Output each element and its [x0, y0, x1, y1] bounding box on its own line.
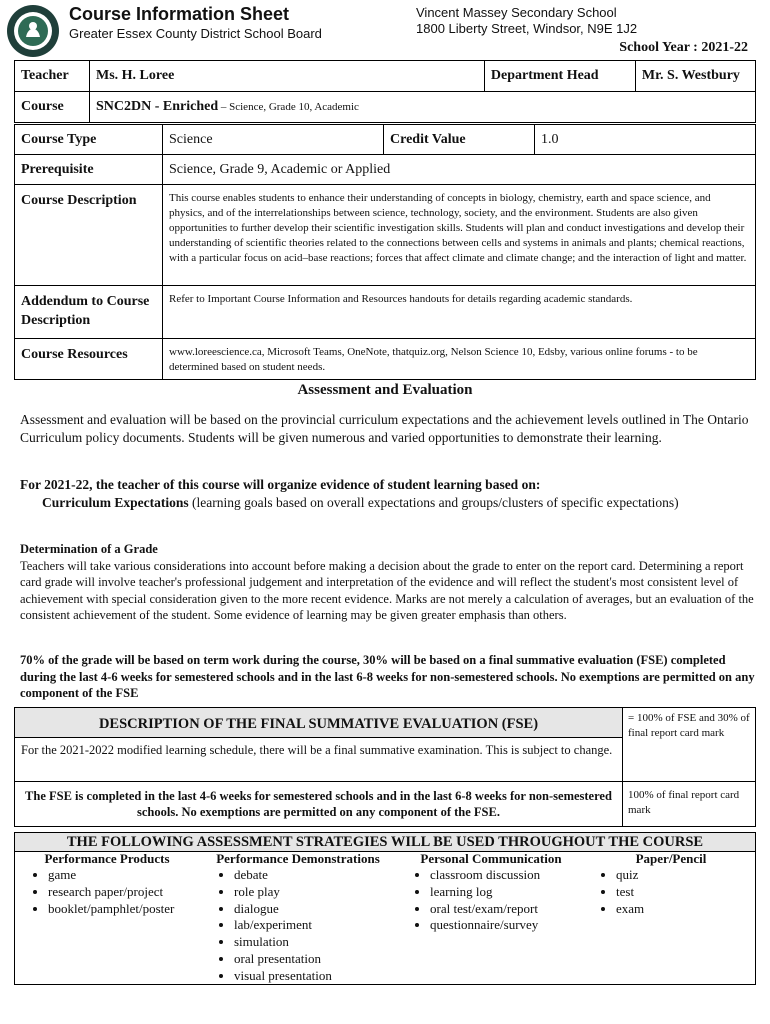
credit-value: 1.0: [535, 125, 756, 155]
column-title: Performance Products: [44, 851, 170, 866]
list-item: • debate: [234, 867, 396, 884]
school-info: [416, 5, 637, 37]
column-title: Paper/Pencil: [635, 851, 707, 866]
list-item: • classroom discussion: [430, 867, 586, 884]
teacher-label: Teacher: [15, 61, 90, 92]
list-item: • exam: [616, 901, 756, 918]
strategy-list: [14, 867, 200, 917]
school-year: School Year : 2021-22: [619, 40, 748, 55]
course-label: Course: [15, 92, 90, 123]
fse-final-weight: 100% of final report card mark: [623, 782, 756, 827]
document-title: Course Information Sheet: [69, 4, 290, 24]
strategy-column-communication: [396, 850, 586, 934]
board-name: Greater Essex County District School Board: [69, 26, 322, 41]
grade-text: Teachers will take various considerations into account before making a decision about the grade to enter on the report card. Determining a report card grade will involve teacher's professional judgement and interpretation of the evidence and will reflect the student's most consistent level of achievement with special consideration given to the more recent evidence. Marks are not merely a calculation of averages, but an evaluation of the consistent achievement of the student. Some evidence of learning may be given greater emphasis than others.: [20, 558, 754, 622]
resources-label: Course Resources: [15, 339, 163, 380]
divider: [14, 850, 15, 984]
grade-block: [20, 541, 755, 624]
list-item: • visual presentation: [234, 968, 396, 985]
dept-head-label: Department Head: [484, 61, 635, 92]
strategy-list: [586, 867, 756, 917]
grade-heading: Determination of a Grade: [20, 542, 158, 556]
course-details-table: [14, 124, 756, 380]
fse-table: [14, 707, 756, 827]
school-board-logo: [6, 4, 60, 58]
strategy-list: [200, 867, 396, 985]
strategy-column-paper: [586, 850, 756, 917]
list-item: • questionnaire/survey: [430, 917, 586, 934]
description-label: Course Description: [15, 185, 163, 286]
teacher-value: Ms. H. Loree: [90, 61, 485, 92]
list-item: • role play: [234, 884, 396, 901]
list-item: • lab/experiment: [234, 917, 396, 934]
list-item: • oral test/exam/report: [430, 901, 586, 918]
strategy-column-products: [14, 850, 200, 917]
addendum-value: Refer to Important Course Information and Resources handouts for details regarding academic standards.: [163, 286, 756, 339]
assessment-title: Assessment and Evaluation: [297, 382, 473, 398]
curriculum-expectations: [20, 494, 750, 512]
weighting-text: 70% of the grade will be based on term work during the course, 30% will be based on a final summative evaluation (FSE) completed during the last 4-6 weeks for semestered schools and in the last 6-8 weeks for non-semestered schools. No exemptions are permitted on any component of the FSE: [20, 653, 755, 700]
list-item: • dialogue: [234, 901, 396, 918]
divider: [14, 984, 756, 985]
divider: [755, 850, 756, 984]
credit-label: Credit Value: [384, 125, 535, 155]
column-title: Performance Demonstrations: [216, 851, 380, 866]
assessment-intro: Assessment and evaluation will be based on the provincial curriculum expectations and the achievement levels outlined in The Ontario Curriculum policy documents. Students will be given numerous and varied opportunities to demonstrate their learning.: [20, 412, 749, 445]
dept-head-value: Mr. S. Westbury: [635, 61, 755, 92]
list-item: • simulation: [234, 934, 396, 951]
strategy-column-demonstrations: [200, 850, 396, 985]
course-value: [90, 92, 756, 123]
list-item: • oral presentation: [234, 951, 396, 968]
course-code: SNC2DN - Enriched: [96, 99, 219, 114]
course-info-table: [14, 60, 756, 123]
list-item: • test: [616, 884, 756, 901]
list-item: • game: [48, 867, 200, 884]
list-item: • booklet/pamphlet/poster: [48, 901, 200, 918]
organize-heading: For 2021-22, the teacher of this course will organize evidence of student learning based on:: [20, 477, 541, 492]
fse-heading: DESCRIPTION OF THE FINAL SUMMATIVE EVALUATION (FSE): [15, 708, 623, 738]
list-item: • quiz: [616, 867, 756, 884]
resources-value: www.loreescience.ca, Microsoft Teams, OneNote, thatquiz.org, Nelson Science 10, Edsby, various online forums - to be determined based on student needs.: [163, 339, 756, 380]
fse-description: For the 2021-2022 modified learning schedule, there will be a final summative examination. This is subject to change.: [15, 738, 623, 782]
curriculum-bold: Curriculum Expectations: [42, 495, 189, 510]
description-value: This course enables students to enhance their understanding of concepts in biology, chemistry, earth and space science, and physics, and of the interrelationships between science, technology, society, and the environment. Students are also given opportunities to further develop their scientific investigation skills. Students will plan and conduct investigations and develop their understanding of scientific theories related to the connections between cells and systems in animals and plants; chemical reactions, with a particular focus on acid–base reactions; forces that affect climate and climate change; and the interaction of light and matter.: [163, 185, 756, 286]
strategy-list: [396, 867, 586, 934]
list-item: • research paper/project: [48, 884, 200, 901]
column-title: Personal Communication: [420, 851, 562, 866]
fse-timing: The FSE is completed in the last 4-6 weeks for semestered schools and in the last 6-8 weeks for non-semestered schools. No exemptions are permitted on any component of the FSE.: [15, 782, 623, 827]
addendum-label: Addendum to Course Description: [15, 286, 163, 339]
prereq-label: Prerequisite: [15, 155, 163, 185]
school-name: Vincent Massey Secondary School: [416, 5, 617, 20]
strategies-heading: THE FOLLOWING ASSESSMENT STRATEGIES WILL BE USED THROUGHOUT THE COURSE: [14, 832, 756, 852]
fse-weight-note: = 100% of FSE and 30% of final report card mark: [623, 708, 756, 782]
curriculum-rest: (learning goals based on overall expectations and groups/clusters of specific expectations): [188, 495, 679, 510]
organize-block: [20, 476, 750, 512]
school-address: 1800 Liberty Street, Windsor, N9E 1J2: [416, 21, 638, 36]
course-detail: – Science, Grade 10, Academic: [218, 101, 359, 113]
prereq-value: Science, Grade 9, Academic or Applied: [163, 155, 756, 185]
list-item: • learning log: [430, 884, 586, 901]
course-type-label: Course Type: [15, 125, 163, 155]
course-type-value: Science: [163, 125, 384, 155]
